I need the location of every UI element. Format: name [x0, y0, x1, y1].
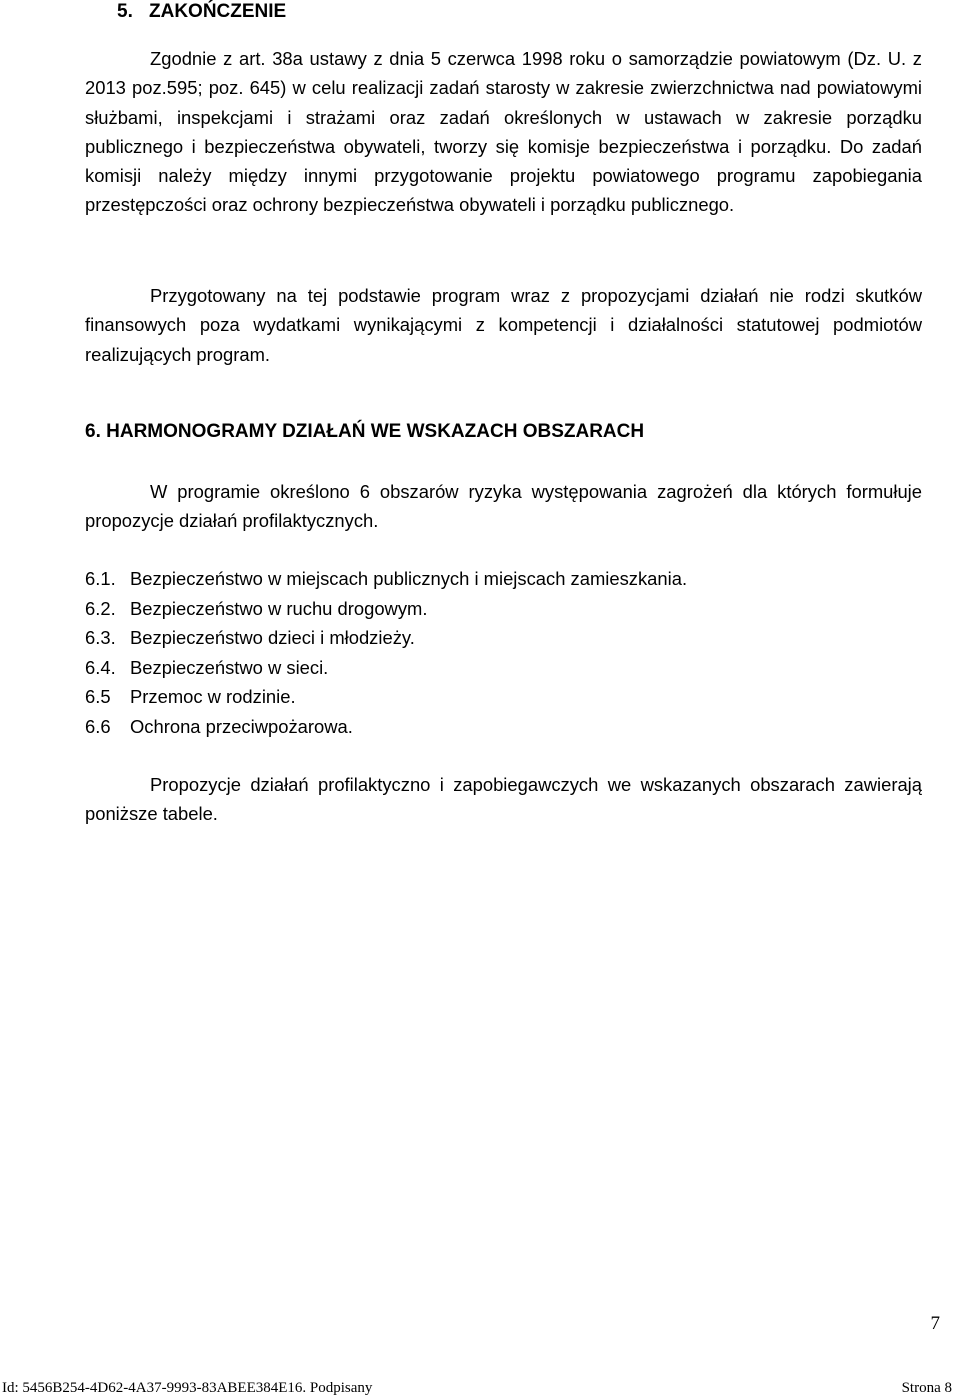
list-item [85, 594, 687, 624]
signature-footer [0, 1378, 960, 1399]
list-item [85, 623, 687, 653]
list-item-text: Ochrona przeciwpożarowa. [130, 715, 353, 737]
list-item [85, 564, 687, 594]
section-6-intro [85, 477, 922, 536]
section-5-heading [117, 1, 286, 23]
document-id: Id: 5456B254-4D62-4A37-9993-83ABEE384E16. Podpisany [2, 1380, 373, 1396]
section-6-closing-text: Propozycje działań profilaktyczno i zapobiegawczych we wskazanych obszarach zawierają poniższe tabele. [85, 774, 922, 825]
list-item [85, 653, 687, 683]
list-item-text: Przemoc w rodzinie. [130, 686, 296, 707]
list-item [85, 682, 687, 712]
section-5-number: 5. [117, 1, 133, 22]
list-item-text: Bezpieczeństwo w ruchu drogowym. [130, 597, 428, 619]
list-item-number: 6.6 [85, 715, 111, 737]
section-6-number: 6. [85, 421, 101, 442]
footer-page-label: Strona 8 [901, 1380, 952, 1396]
list-item-number: 6.4. [85, 656, 116, 678]
list-item-number: 6.5 [85, 686, 111, 707]
risk-areas-list [85, 564, 687, 741]
list-item-number: 6.3. [85, 627, 116, 648]
list-item [85, 712, 687, 742]
section-5-title: ZAKOŃCZENIE [149, 1, 287, 22]
list-item-text: Bezpieczeństwo dzieci i młodzieży. [130, 627, 415, 648]
list-item-text: Bezpieczeństwo w miejscach publicznych i miejscach zamieszkania. [130, 568, 688, 589]
section-6-heading [85, 421, 644, 443]
section-6-intro-text: W programie określono 6 obszarów ryzyka występowania zagrożeń dla których formułuje propozycje działań profilaktycznych. [85, 481, 922, 532]
page-number: 7 [930, 1313, 940, 1334]
section-5-paragraph-2-text: Przygotowany na tej podstawie program wraz z propozycjami działań nie rodzi skutków finansowych poza wydatkami wynikającymi z kompetencji i działalności statutowej podmiotów realizujących program. [85, 285, 922, 365]
list-item-number: 6.1. [85, 568, 116, 589]
section-6-closing [85, 770, 922, 829]
list-item-number: 6.2. [85, 597, 116, 619]
section-5-paragraph-2 [85, 281, 922, 369]
section-5-paragraph-1-text: Zgodnie z art. 38a ustawy z dnia 5 czerwca 1998 roku o samorządzie powiatowym (Dz. U. z 2013 poz.595; poz. 645) w celu realizacji zadań starosty w zakresie zwierzchnictwa nad powiatowymi służbami, inspekcjami i strażami oraz zadań określonych w ustawach w zakresie porządku publicznego i bezpieczeństwa obywateli, tworzy się komisje bezpieczeństwa i porządku. Do zadań komisji należy między innymi przygotowanie projektu powiatowego programu zapobiegania przestępczości oraz ochrony bezpieczeństwa obywateli i porządku publicznego. [85, 48, 922, 216]
section-5-paragraph-1 [85, 44, 922, 220]
list-item-text: Bezpieczeństwo w sieci. [130, 656, 329, 678]
section-6-title: HARMONOGRAMY DZIAŁAŃ WE WSKAZACH OBSZARACH [106, 421, 645, 442]
